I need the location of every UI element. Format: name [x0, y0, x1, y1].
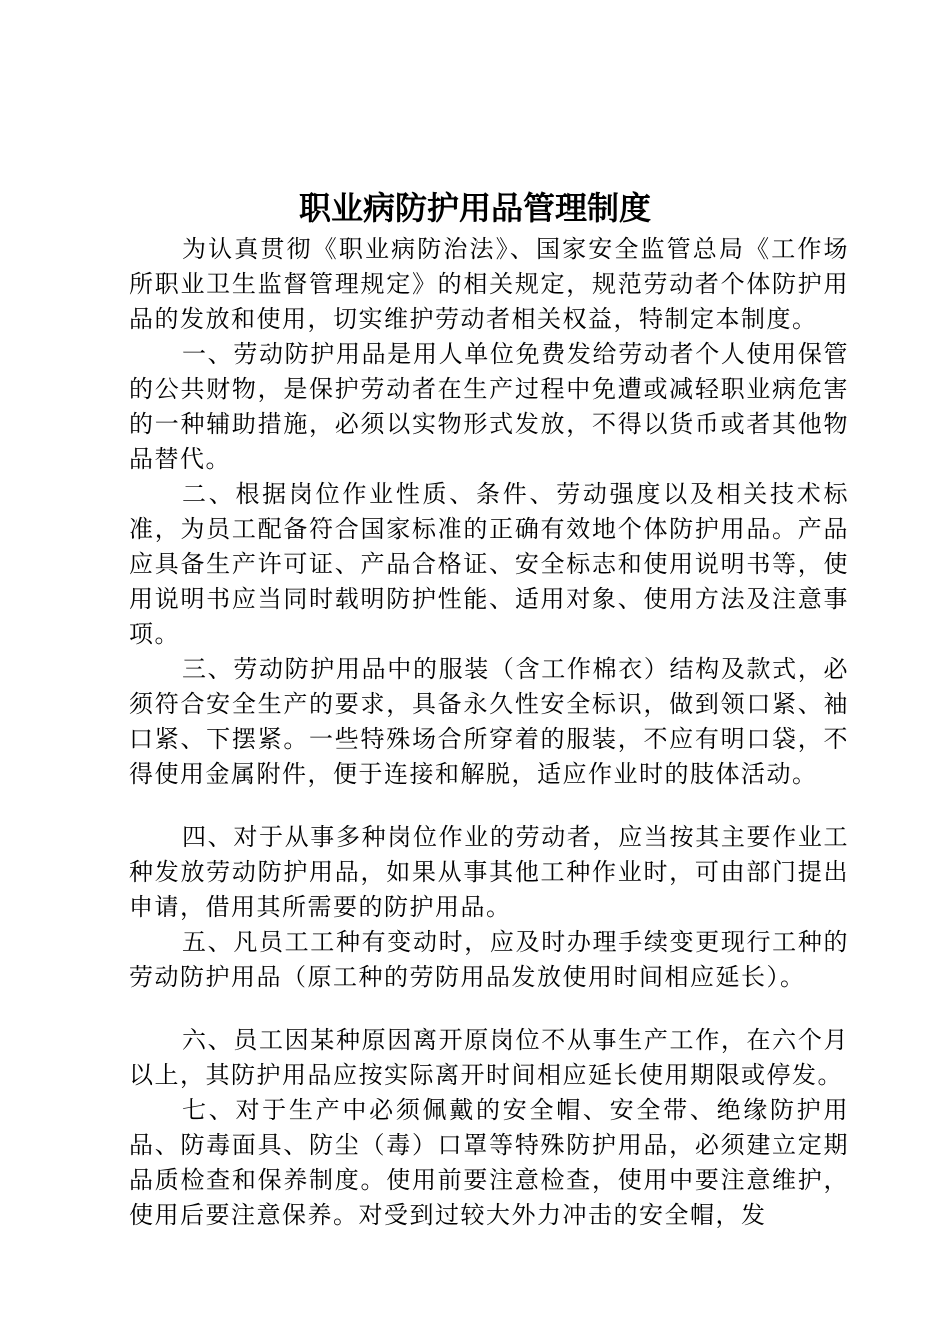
document-body: [129, 232, 849, 1233]
paragraph-preamble: 为认真贯彻《职业病防治法》、国家安全监管总局《工作场所职业卫生监督管理规定》的相关规定，规范劳动者个体防护用品的发放和使用，切实维护劳动者相关权益，特制定本制度。: [129, 235, 849, 333]
paragraph-clause-5: 五、凡员工工种有变动时，应及时办理手续变更现行工种的劳动防护用品（原工种的劳防用品发放使用时间相应延长）。: [129, 928, 849, 991]
paragraph-clause-2: 二、根据岗位作业性质、条件、劳动强度以及相关技术标准，为员工配备符合国家标准的正确有效地个体防护用品。产品应具备生产许可证、产品合格证、安全标志和使用说明书等，使用说明书应当同时载明防护性能、适用对象、使用方法及注意事项。: [129, 480, 849, 648]
paragraph-clause-7: 七、对于生产中必须佩戴的安全帽、安全带、绝缘防护用品、防毒面具、防尘（毒）口罩等特殊防护用品，必须建立定期品质检查和保养制度。使用前要注意检查，使用中要注意维护，使用后要注意保养。对受到过较大外力冲击的安全帽，发: [129, 1096, 849, 1229]
document-title: 职业病防护用品管理制度: [298, 189, 651, 227]
paragraph-clause-4: 四、对于从事多种岗位作业的劳动者，应当按其主要作业工种发放劳动防护用品，如果从事其他工种作业时，可由部门提出申请，借用其所需要的防护用品。: [129, 823, 849, 921]
paragraph-clause-6: 六、员工因某种原因离开原岗位不从事生产工作，在六个月以上，其防护用品应按实际离开时间相应延长使用期限或停发。: [129, 1026, 849, 1089]
paragraph-clause-3: 三、劳动防护用品中的服装（含工作棉衣）结构及款式，必须符合安全生产的要求，具备永久性安全标识，做到领口紧、袖口紧、下摆紧。一些特殊场合所穿着的服装，不应有明口袋，不得使用金属附件，便于连接和解脱，适应作业时的肢体活动。: [129, 655, 849, 788]
paragraph-clause-1: 一、劳动防护用品是用人单位免费发给劳动者个人使用保管的公共财物，是保护劳动者在生产过程中免遭或减轻职业病危害的一种辅助措施，必须以实物形式发放，不得以货币或者其他物品替代。: [129, 340, 849, 473]
